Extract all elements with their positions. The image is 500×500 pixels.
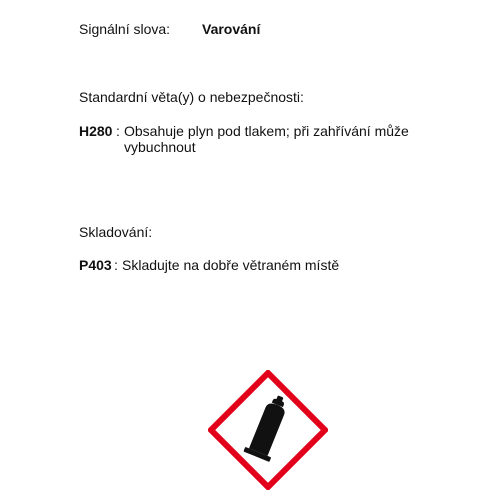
signal-word-value: Varování [202, 21, 261, 37]
hazard-code: H280 [79, 123, 113, 139]
storage-heading: Skladování: [79, 224, 153, 240]
hazard-statement-text: Obsahuje plyn pod tlakem; při zahřívání může vybuchnout [124, 123, 409, 155]
precaution-code: P403 [79, 257, 112, 273]
precaution-statement-text: Skladujte na dobře větraném místě [122, 257, 340, 273]
ghs-pictogram [208, 370, 328, 490]
hazard-statements-heading: Standardní věta(y) o nebezpečnosti: [79, 89, 304, 105]
hazard-code-separator: : [116, 123, 120, 139]
gas-cylinder-icon [208, 370, 328, 490]
signal-word-label: Signální slova: [79, 21, 171, 37]
precaution-code-separator: : [114, 257, 118, 273]
